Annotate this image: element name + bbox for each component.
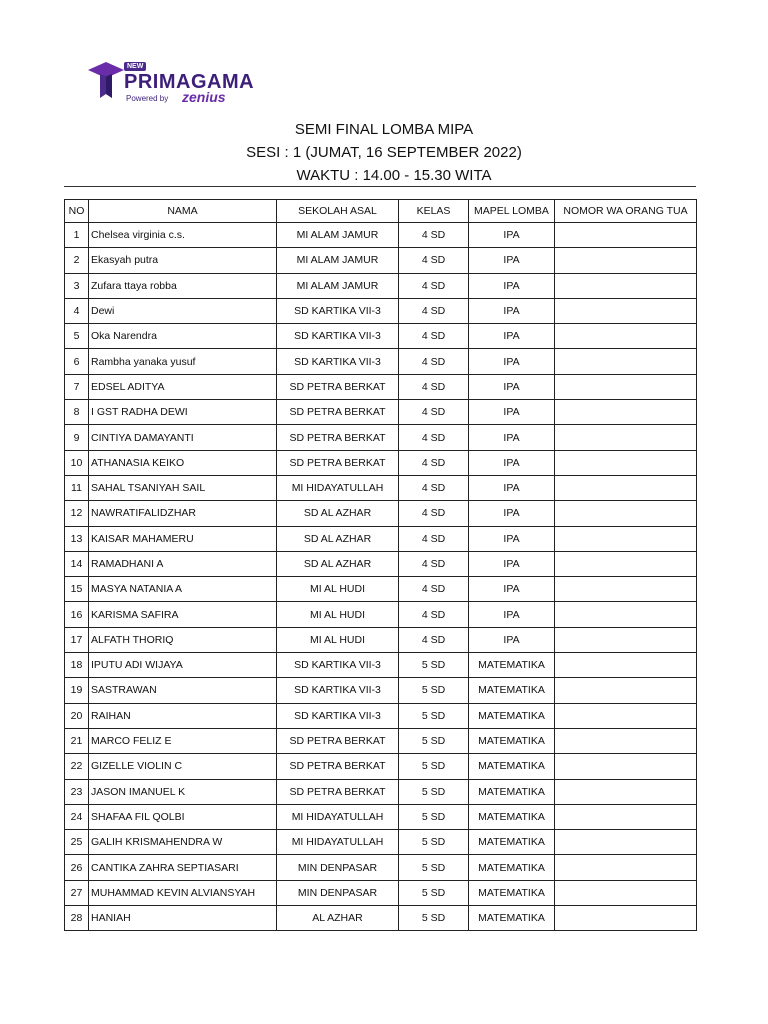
school-name-cell: MI HIDAYATULLAH xyxy=(277,804,399,829)
school-name-cell: SD KARTIKA VII-3 xyxy=(277,653,399,678)
row-number-cell: 18 xyxy=(65,653,89,678)
row-number-cell: 6 xyxy=(65,349,89,374)
row-number-cell: 2 xyxy=(65,248,89,273)
student-name-cell: Rambha yanaka yusuf xyxy=(89,349,277,374)
school-name-cell: SD PETRA BERKAT xyxy=(277,754,399,779)
grade-cell: 4 SD xyxy=(399,627,469,652)
subject-cell: IPA xyxy=(469,475,555,500)
grade-cell: 4 SD xyxy=(399,526,469,551)
student-name-cell: MASYA NATANIA A xyxy=(89,577,277,602)
zenius-wordmark: zenius xyxy=(182,89,226,105)
subject-cell: IPA xyxy=(469,577,555,602)
subject-cell: IPA xyxy=(469,298,555,323)
student-name-cell: KARISMA SAFIRA xyxy=(89,602,277,627)
subject-cell: IPA xyxy=(469,450,555,475)
school-name-cell: MIN DENPASAR xyxy=(277,880,399,905)
student-name-cell: ALFATH THORIQ xyxy=(89,627,277,652)
row-number-cell: 8 xyxy=(65,400,89,425)
subject-cell: MATEMATIKA xyxy=(469,728,555,753)
student-name-cell: MARCO FELIZ E xyxy=(89,728,277,753)
row-number-cell: 23 xyxy=(65,779,89,804)
parent-phone-cell xyxy=(555,906,697,931)
student-name-cell: SAHAL TSANIYAH SAIL xyxy=(89,475,277,500)
table-row xyxy=(65,602,697,627)
school-name-cell: MI HIDAYATULLAH xyxy=(277,830,399,855)
parent-phone-cell xyxy=(555,653,697,678)
table-row xyxy=(65,855,697,880)
grade-cell: 5 SD xyxy=(399,906,469,931)
student-name-cell: RAMADHANI A xyxy=(89,551,277,576)
subject-cell: MATEMATIKA xyxy=(469,653,555,678)
subject-cell: MATEMATIKA xyxy=(469,754,555,779)
grade-cell: 4 SD xyxy=(399,273,469,298)
event-title: SEMI FINAL LOMBA MIPA xyxy=(294,121,474,138)
parent-phone-cell xyxy=(555,450,697,475)
table-row xyxy=(65,551,697,576)
school-name-cell: MI ALAM JAMUR xyxy=(277,223,399,248)
subject-cell: MATEMATIKA xyxy=(469,906,555,931)
grade-cell: 4 SD xyxy=(399,324,469,349)
row-number-cell: 25 xyxy=(65,830,89,855)
row-number-cell: 10 xyxy=(65,450,89,475)
subject-cell: MATEMATIKA xyxy=(469,880,555,905)
subject-cell: IPA xyxy=(469,349,555,374)
grade-cell: 4 SD xyxy=(399,425,469,450)
table-row xyxy=(65,248,697,273)
subject-cell: IPA xyxy=(469,501,555,526)
parent-phone-cell xyxy=(555,374,697,399)
parent-phone-cell xyxy=(555,501,697,526)
row-number-cell: 28 xyxy=(65,906,89,931)
table-row xyxy=(65,880,697,905)
time-title: WAKTU : 14.00 - 15.30 WITA xyxy=(296,167,492,184)
grade-cell: 5 SD xyxy=(399,703,469,728)
subject-cell: IPA xyxy=(469,374,555,399)
row-number-cell: 4 xyxy=(65,298,89,323)
parent-phone-cell xyxy=(555,551,697,576)
grade-cell: 5 SD xyxy=(399,804,469,829)
column-header-nomor-wa: NOMOR WA ORANG TUA xyxy=(555,200,697,223)
document-header xyxy=(0,118,768,187)
subject-cell: MATEMATIKA xyxy=(469,830,555,855)
student-name-cell: Oka Narendra xyxy=(89,324,277,349)
school-name-cell: SD AL AZHAR xyxy=(277,551,399,576)
parent-phone-cell xyxy=(555,349,697,374)
column-header-nama: NAMA xyxy=(89,200,277,223)
subject-cell: IPA xyxy=(469,526,555,551)
row-number-cell: 9 xyxy=(65,425,89,450)
subject-cell: MATEMATIKA xyxy=(469,678,555,703)
table-row xyxy=(65,754,697,779)
grade-cell: 4 SD xyxy=(399,374,469,399)
parent-phone-cell xyxy=(555,223,697,248)
grade-cell: 4 SD xyxy=(399,475,469,500)
grade-cell: 4 SD xyxy=(399,223,469,248)
school-name-cell: SD KARTIKA VII-3 xyxy=(277,678,399,703)
table-row xyxy=(65,450,697,475)
table-row xyxy=(65,298,697,323)
student-name-cell: IPUTU ADI WIJAYA xyxy=(89,653,277,678)
row-number-cell: 21 xyxy=(65,728,89,753)
subject-cell: MATEMATIKA xyxy=(469,779,555,804)
student-name-cell: RAIHAN xyxy=(89,703,277,728)
parent-phone-cell xyxy=(555,830,697,855)
row-number-cell: 13 xyxy=(65,526,89,551)
table-row xyxy=(65,349,697,374)
grade-cell: 4 SD xyxy=(399,450,469,475)
table-row xyxy=(65,425,697,450)
student-name-cell: HANIAH xyxy=(89,906,277,931)
grade-cell: 4 SD xyxy=(399,577,469,602)
parent-phone-cell xyxy=(555,400,697,425)
parent-phone-cell xyxy=(555,273,697,298)
parent-phone-cell xyxy=(555,298,697,323)
participants-table xyxy=(64,199,697,931)
school-name-cell: MI ALAM JAMUR xyxy=(277,248,399,273)
parent-phone-cell xyxy=(555,855,697,880)
column-header-no: NO xyxy=(65,200,89,223)
subject-cell: IPA xyxy=(469,425,555,450)
grade-cell: 5 SD xyxy=(399,880,469,905)
table-row xyxy=(65,779,697,804)
school-name-cell: MI AL HUDI xyxy=(277,577,399,602)
row-number-cell: 12 xyxy=(65,501,89,526)
column-header-kelas: KELAS xyxy=(399,200,469,223)
row-number-cell: 1 xyxy=(65,223,89,248)
school-name-cell: MI ALAM JAMUR xyxy=(277,273,399,298)
column-header-mapel: MAPEL LOMBA xyxy=(469,200,555,223)
parent-phone-cell xyxy=(555,880,697,905)
school-name-cell: SD PETRA BERKAT xyxy=(277,450,399,475)
table-row xyxy=(65,703,697,728)
subject-cell: IPA xyxy=(469,273,555,298)
student-name-cell: Chelsea virginia c.s. xyxy=(89,223,277,248)
subject-cell: IPA xyxy=(469,551,555,576)
row-number-cell: 3 xyxy=(65,273,89,298)
school-name-cell: SD PETRA BERKAT xyxy=(277,779,399,804)
student-name-cell: SASTRAWAN xyxy=(89,678,277,703)
powered-by-text: Powered by xyxy=(126,94,169,103)
table-row xyxy=(65,653,697,678)
student-name-cell: Dewi xyxy=(89,298,277,323)
student-name-cell: NAWRATIFALIDZHAR xyxy=(89,501,277,526)
parent-phone-cell xyxy=(555,703,697,728)
grade-cell: 4 SD xyxy=(399,602,469,627)
table-row xyxy=(65,526,697,551)
subject-cell: MATEMATIKA xyxy=(469,855,555,880)
row-number-cell: 14 xyxy=(65,551,89,576)
row-number-cell: 7 xyxy=(65,374,89,399)
table-row xyxy=(65,374,697,399)
row-number-cell: 16 xyxy=(65,602,89,627)
table-body xyxy=(65,223,697,931)
school-name-cell: SD KARTIKA VII-3 xyxy=(277,703,399,728)
graduation-cap-icon xyxy=(86,60,126,100)
school-name-cell: MIN DENPASAR xyxy=(277,855,399,880)
brand-name: PRIMAGAMA xyxy=(124,71,255,93)
parent-phone-cell xyxy=(555,577,697,602)
student-name-cell: JASON IMANUEL K xyxy=(89,779,277,804)
subject-cell: IPA xyxy=(469,248,555,273)
table-row xyxy=(65,223,697,248)
subject-cell: IPA xyxy=(469,324,555,349)
row-number-cell: 5 xyxy=(65,324,89,349)
school-name-cell: SD PETRA BERKAT xyxy=(277,425,399,450)
subject-cell: IPA xyxy=(469,627,555,652)
parent-phone-cell xyxy=(555,627,697,652)
row-number-cell: 24 xyxy=(65,804,89,829)
parent-phone-cell xyxy=(555,678,697,703)
table-row xyxy=(65,678,697,703)
parent-phone-cell xyxy=(555,728,697,753)
school-name-cell: SD PETRA BERKAT xyxy=(277,400,399,425)
grade-cell: 4 SD xyxy=(399,400,469,425)
subject-cell: IPA xyxy=(469,602,555,627)
row-number-cell: 19 xyxy=(65,678,89,703)
grade-cell: 5 SD xyxy=(399,678,469,703)
subject-cell: IPA xyxy=(469,400,555,425)
subject-cell: IPA xyxy=(469,223,555,248)
grade-cell: 5 SD xyxy=(399,728,469,753)
row-number-cell: 20 xyxy=(65,703,89,728)
parent-phone-cell xyxy=(555,324,697,349)
grade-cell: 5 SD xyxy=(399,754,469,779)
student-name-cell: I GST RADHA DEWI xyxy=(89,400,277,425)
subject-cell: MATEMATIKA xyxy=(469,804,555,829)
parent-phone-cell xyxy=(555,602,697,627)
table-row xyxy=(65,475,697,500)
table-row xyxy=(65,273,697,298)
table-row xyxy=(65,906,697,931)
student-name-cell: Zufara ttaya robba xyxy=(89,273,277,298)
student-name-cell: SHAFAA FIL QOLBI xyxy=(89,804,277,829)
parent-phone-cell xyxy=(555,754,697,779)
session-title: SESI : 1 (JUMAT, 16 SEPTEMBER 2022) xyxy=(246,144,522,161)
table-row xyxy=(65,804,697,829)
parent-phone-cell xyxy=(555,779,697,804)
grade-cell: 5 SD xyxy=(399,855,469,880)
student-name-cell: CANTIKA ZAHRA SEPTIASARI xyxy=(89,855,277,880)
student-name-cell: CINTIYA DAMAYANTI xyxy=(89,425,277,450)
student-name-cell: ATHANASIA KEIKO xyxy=(89,450,277,475)
parent-phone-cell xyxy=(555,526,697,551)
school-name-cell: SD AL AZHAR xyxy=(277,501,399,526)
header-divider xyxy=(64,186,696,187)
school-name-cell: MI HIDAYATULLAH xyxy=(277,475,399,500)
column-header-sekolah: SEKOLAH ASAL xyxy=(277,200,399,223)
row-number-cell: 22 xyxy=(65,754,89,779)
parent-phone-cell xyxy=(555,804,697,829)
school-name-cell: MI AL HUDI xyxy=(277,602,399,627)
table-row xyxy=(65,577,697,602)
school-name-cell: SD KARTIKA VII-3 xyxy=(277,298,399,323)
primagama-logo xyxy=(86,60,266,110)
school-name-cell: SD AL AZHAR xyxy=(277,526,399,551)
student-name-cell: GALIH KRISMAHENDRA W xyxy=(89,830,277,855)
table-row xyxy=(65,830,697,855)
row-number-cell: 15 xyxy=(65,577,89,602)
row-number-cell: 11 xyxy=(65,475,89,500)
table-row xyxy=(65,501,697,526)
table-row xyxy=(65,728,697,753)
grade-cell: 5 SD xyxy=(399,653,469,678)
subject-cell: MATEMATIKA xyxy=(469,703,555,728)
student-name-cell: GIZELLE VIOLIN C xyxy=(89,754,277,779)
grade-cell: 5 SD xyxy=(399,779,469,804)
parent-phone-cell xyxy=(555,248,697,273)
student-name-cell: Ekasyah putra xyxy=(89,248,277,273)
parent-phone-cell xyxy=(555,425,697,450)
student-name-cell: MUHAMMAD KEVIN ALVIANSYAH xyxy=(89,880,277,905)
school-name-cell: AL AZHAR xyxy=(277,906,399,931)
row-number-cell: 27 xyxy=(65,880,89,905)
grade-cell: 4 SD xyxy=(399,349,469,374)
new-badge: NEW xyxy=(124,62,146,71)
student-name-cell: KAISAR MAHAMERU xyxy=(89,526,277,551)
row-number-cell: 17 xyxy=(65,627,89,652)
parent-phone-cell xyxy=(555,475,697,500)
grade-cell: 4 SD xyxy=(399,298,469,323)
school-name-cell: SD KARTIKA VII-3 xyxy=(277,324,399,349)
table-row xyxy=(65,324,697,349)
school-name-cell: MI AL HUDI xyxy=(277,627,399,652)
grade-cell: 4 SD xyxy=(399,551,469,576)
grade-cell: 4 SD xyxy=(399,248,469,273)
school-name-cell: SD KARTIKA VII-3 xyxy=(277,349,399,374)
student-name-cell: EDSEL ADITYA xyxy=(89,374,277,399)
school-name-cell: SD PETRA BERKAT xyxy=(277,728,399,753)
school-name-cell: SD PETRA BERKAT xyxy=(277,374,399,399)
table-header-row xyxy=(65,200,697,223)
table-row xyxy=(65,400,697,425)
row-number-cell: 26 xyxy=(65,855,89,880)
table-row xyxy=(65,627,697,652)
grade-cell: 4 SD xyxy=(399,501,469,526)
grade-cell: 5 SD xyxy=(399,830,469,855)
